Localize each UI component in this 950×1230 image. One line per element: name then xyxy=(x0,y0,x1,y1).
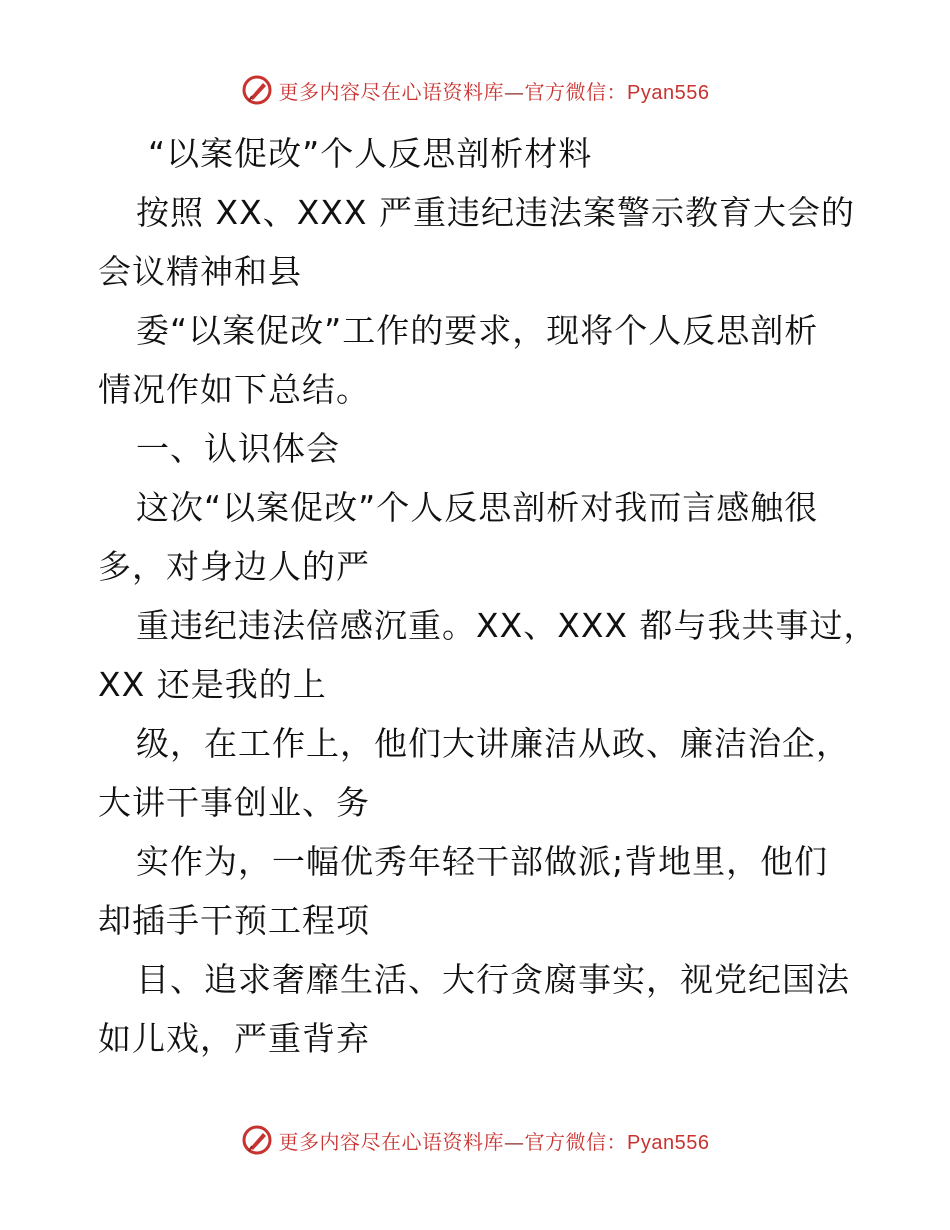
footer-banner-main: 更多内容尽在心语资料库 xyxy=(278,1129,505,1154)
paragraph-line: 会议精神和县 xyxy=(98,252,302,291)
section-heading: 一、认识体会 xyxy=(136,429,340,468)
header-banner-text xyxy=(279,76,710,105)
paragraph-line: 级，在工作上，他们大讲廉洁从政、廉洁治企， xyxy=(136,724,850,763)
footer-banner-separator: — xyxy=(504,1129,525,1154)
header-banner-separator: — xyxy=(504,79,525,104)
paragraph-line: 多，对身边人的严 xyxy=(98,547,370,586)
footer-banner-contact: 官方微信： xyxy=(524,1129,628,1154)
footer-banner-text xyxy=(279,1126,710,1155)
paragraph-line: 委“以案促改”工作的要求，现将个人反思剖析 xyxy=(136,311,819,350)
footer-banner xyxy=(0,1120,950,1160)
document-title: “以案促改”个人反思剖析材料 xyxy=(148,134,593,173)
paragraph-line: 目、追求奢靡生活、大行贪腐事实，视党纪国法 xyxy=(136,960,850,999)
paragraph-line: 却插手干预工程项 xyxy=(98,901,370,940)
paragraph-line: 这次“以案促改”个人反思剖析对我而言感触很 xyxy=(136,488,819,527)
quill-pen-logo-icon xyxy=(241,1124,273,1156)
paragraph-line: 如儿戏，严重背弃 xyxy=(98,1019,370,1058)
header-banner-contact: 官方微信： xyxy=(524,79,628,104)
footer-banner-wechat-id: Pyan556 xyxy=(627,1131,710,1154)
paragraph-line: 按照 XX、XXX 严重违纪违法案警示教育大会的 xyxy=(136,193,856,232)
paragraph-line: 大讲干事创业、务 xyxy=(98,783,370,822)
document-body xyxy=(98,124,878,1068)
header-banner-wechat-id: Pyan556 xyxy=(627,81,710,104)
paragraph-line: 情况作如下总结。 xyxy=(98,370,370,409)
quill-pen-logo-icon xyxy=(241,74,273,106)
paragraph-line: 实作为，一幅优秀年轻干部做派;背地里，他们 xyxy=(136,842,829,881)
paragraph-line: XX 还是我的上 xyxy=(98,665,327,704)
header-banner-main: 更多内容尽在心语资料库 xyxy=(278,79,505,104)
header-banner xyxy=(0,70,950,110)
paragraph-line: 重违纪违法倍感沉重。XX、XXX 都与我共事过， xyxy=(136,606,878,645)
